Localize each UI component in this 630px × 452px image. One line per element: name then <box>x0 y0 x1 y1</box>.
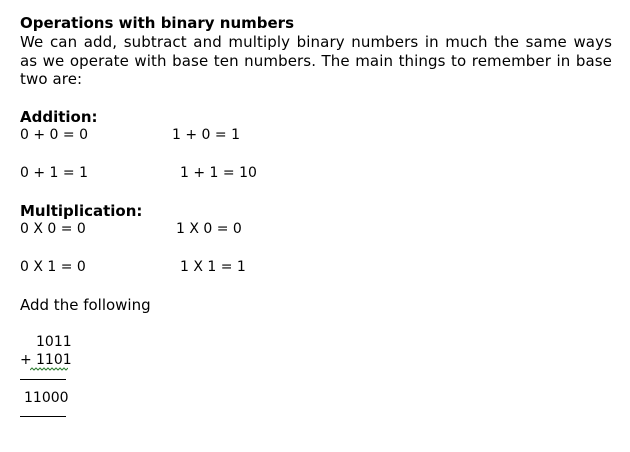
exercise-prompt: Add the following <box>20 296 151 314</box>
multiplication-rule-1-1: 1 X 1 = 1 <box>180 259 246 275</box>
addition-rule-1-1: 1 + 1 = 10 <box>180 165 257 181</box>
exercise-operand-1: 1011 <box>36 334 72 350</box>
sum-rule-top <box>20 379 66 380</box>
multiplication-rule-0-1: 0 X 1 = 0 <box>20 259 86 275</box>
multiplication-rule-1-0: 1 X 0 = 0 <box>176 221 242 237</box>
exercise-operator: + <box>20 352 32 368</box>
addition-rule-1-0: 1 + 0 = 1 <box>172 127 240 143</box>
multiplication-rule-0-0: 0 X 0 = 0 <box>20 221 86 237</box>
exercise-operand-2: 1101 <box>36 352 72 368</box>
addition-rule-0-0: 0 + 0 = 0 <box>20 127 88 143</box>
document-body <box>20 14 612 406</box>
sum-rule-bottom <box>20 416 66 417</box>
spellcheck-underline <box>30 367 68 371</box>
addition-title: Addition: <box>20 108 98 126</box>
intro-paragraph: We can add, subtract and multiply binary numbers in much the same ways as we operate with base ten numbers. The main things to remember in base two are: <box>20 33 612 88</box>
document-heading: Operations with binary numbers <box>20 14 294 32</box>
multiplication-title: Multiplication: <box>20 202 143 220</box>
exercise-result: 11000 <box>24 390 69 406</box>
addition-rule-0-1: 0 + 1 = 1 <box>20 165 88 181</box>
